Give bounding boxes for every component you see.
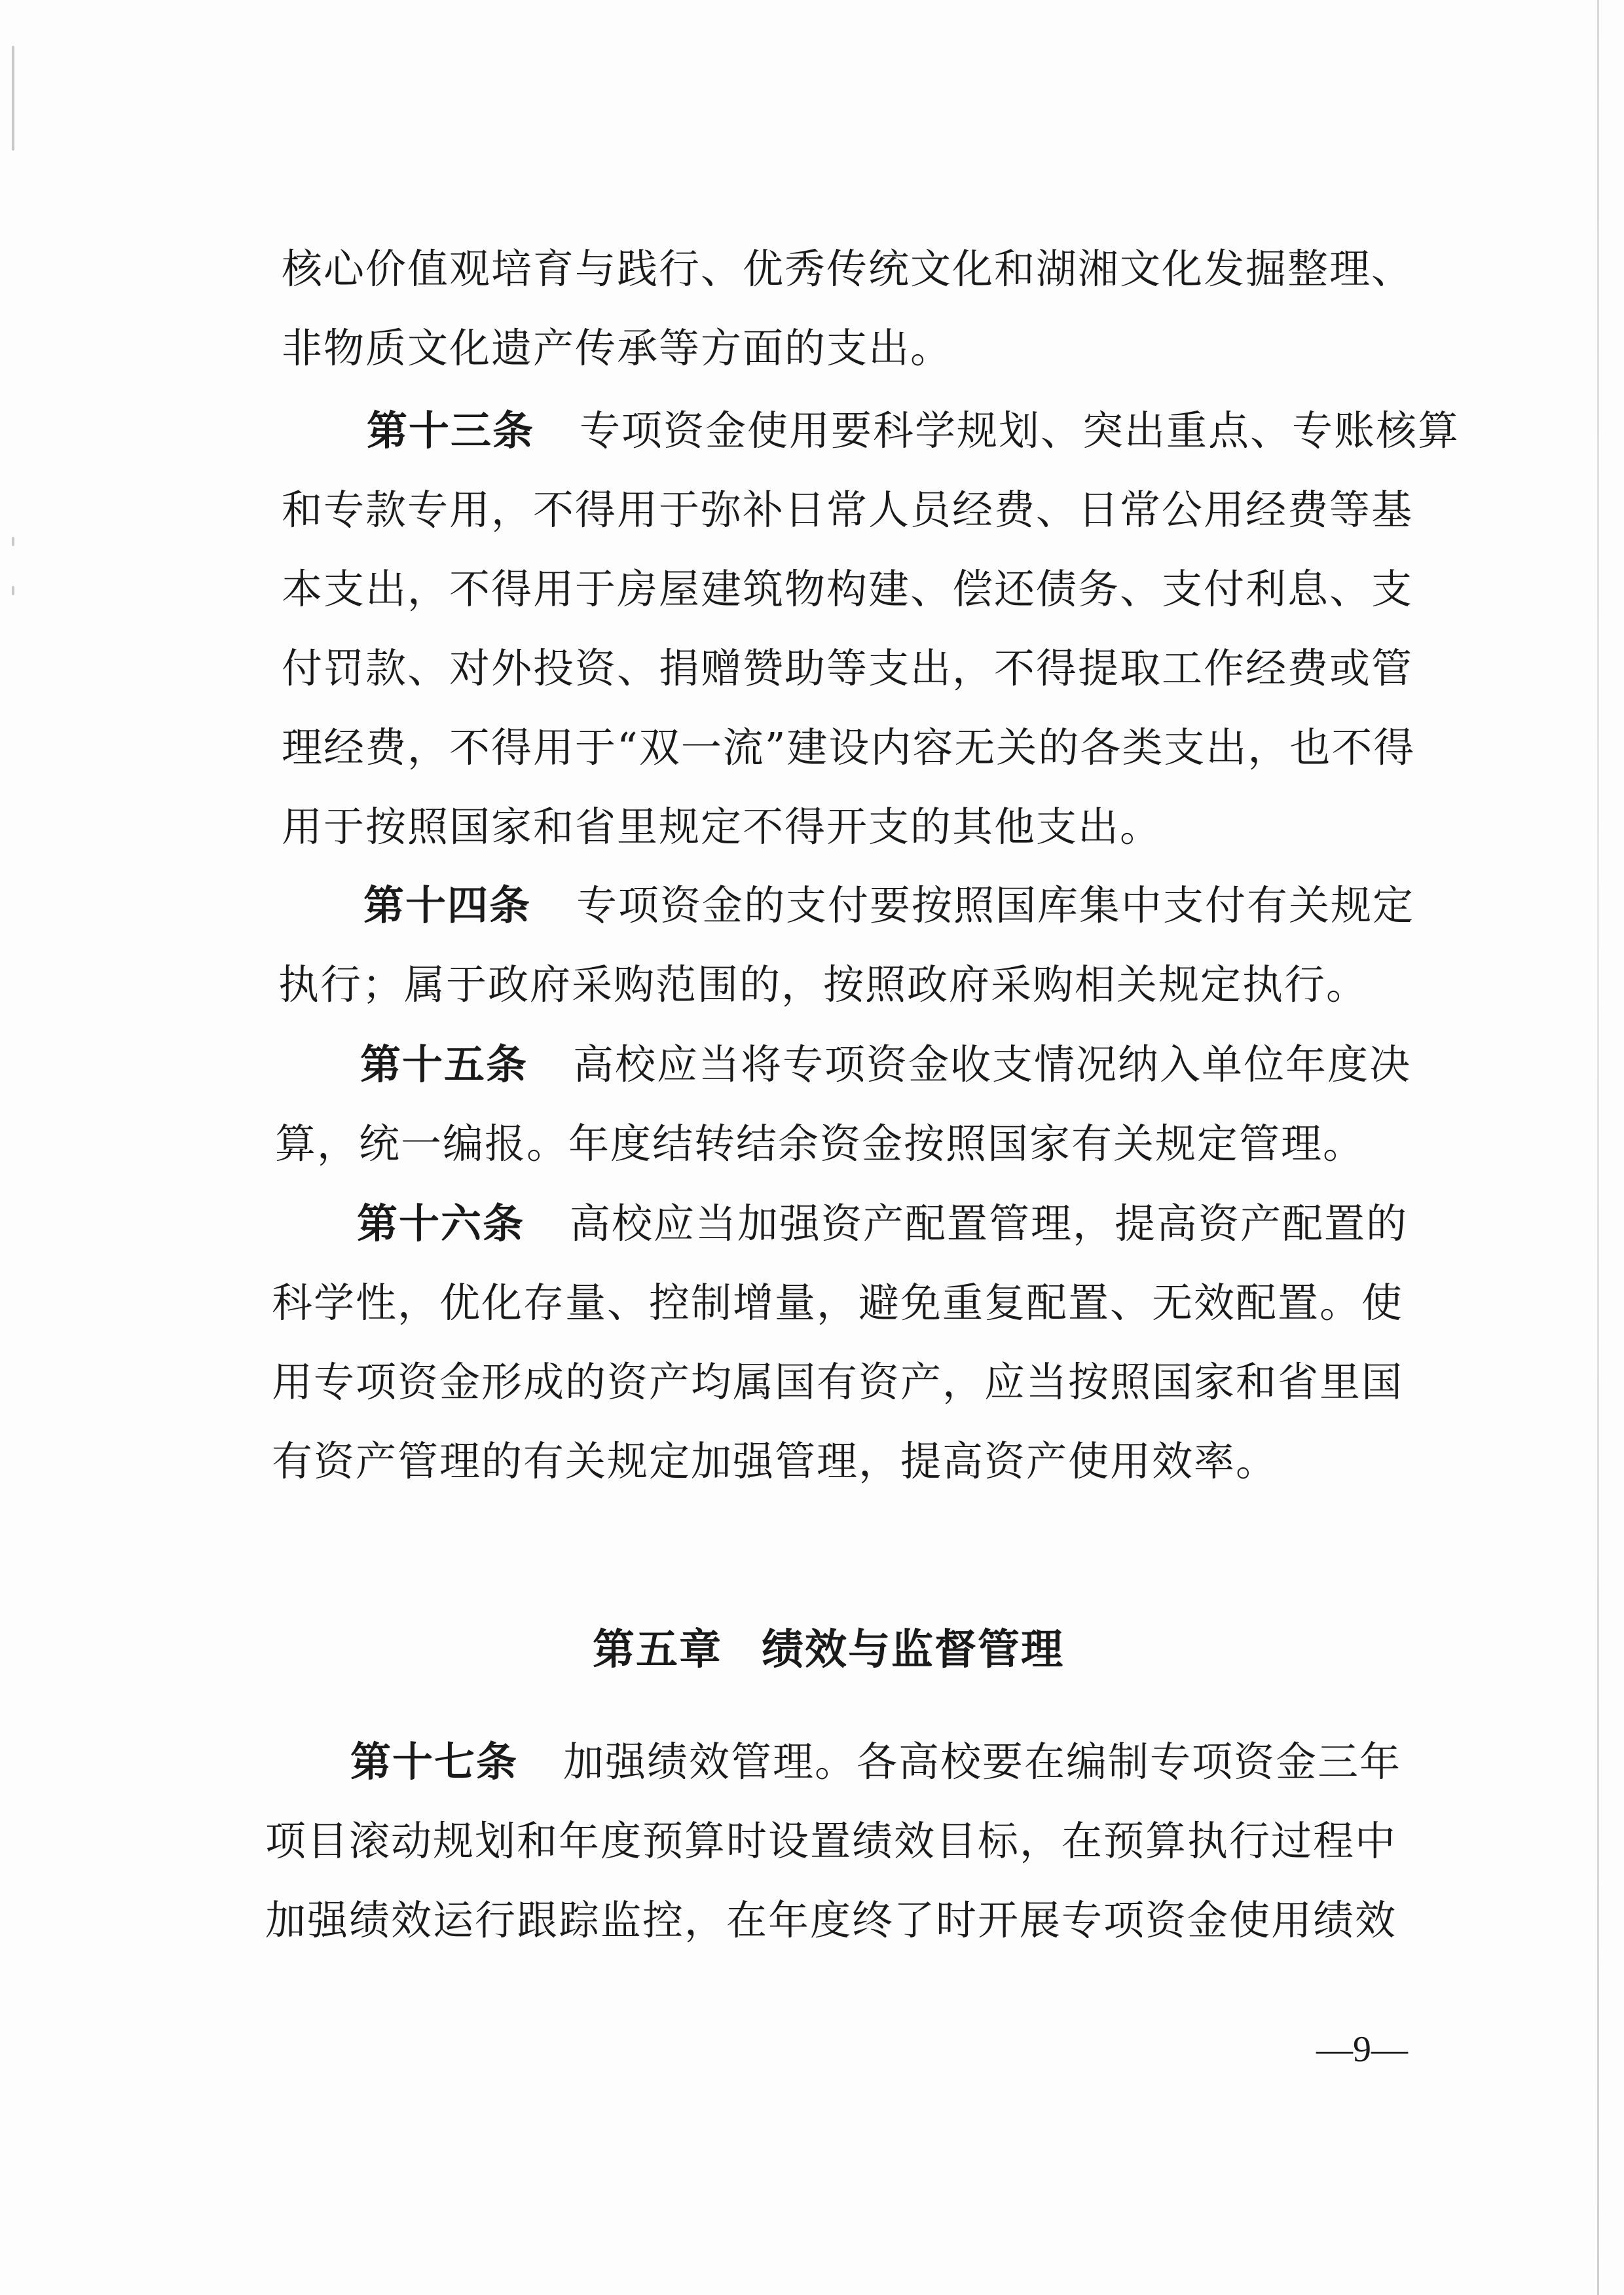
article-heading: 第十六条 xyxy=(357,1200,525,1247)
text-line: 专项资金的支付要按照国库集中支付有关规定 xyxy=(576,881,1415,929)
chapter-title: 绩效与监督管理 xyxy=(762,1626,1064,1674)
text-line: 加强绩效运行跟踪监控，在年度终了时开展专项资金使用绩效 xyxy=(265,1896,1397,1944)
text-line: 核心价值观培育与践行、优秀传统文化和湖湘文化发掘整理、 xyxy=(282,245,1414,293)
text-line: 高校应当将专项资金收支情况纳入单位年度决 xyxy=(573,1040,1412,1088)
scan-mark xyxy=(12,537,14,546)
text-line: 项目滚动规划和年度预算时设置绩效目标，在预算执行过程中 xyxy=(265,1817,1397,1865)
scan-mark xyxy=(12,586,14,595)
text-line: 用专项资金形成的资产均属国有资产，应当按照国家和省里国 xyxy=(272,1358,1404,1406)
text-line: 科学性，优化存量、控制增量，避免重复配置、无效配置。使 xyxy=(272,1279,1404,1327)
article-heading: 第十七条 xyxy=(350,1738,519,1786)
text-line: 理经费，不得用于“双一流”建设内容无关的各类支出，也不得 xyxy=(282,724,1416,771)
scan-mark xyxy=(12,46,14,151)
text-line: 加强绩效管理。各高校要在编制专项资金三年 xyxy=(563,1738,1402,1786)
chapter-heading xyxy=(0,1617,1624,1683)
text-line: 高校应当加强资产配置管理，提高资产配置的 xyxy=(570,1200,1409,1247)
text-line: 和专款专用，不得用于弥补日常人员经费、日常公用经费等基 xyxy=(282,486,1414,534)
chapter-number: 第五章 xyxy=(593,1626,722,1674)
text-line: 用于按照国家和省里规定不得开支的其他支出。 xyxy=(282,803,1162,851)
text-line: 本支出，不得用于房屋建筑物构建、偿还债务、支付利息、支 xyxy=(282,565,1414,613)
article-heading: 第十四条 xyxy=(363,881,532,929)
text-line: 有资产管理的有关规定加强管理，提高资产使用效率。 xyxy=(272,1437,1278,1485)
text-line: 非物质文化遗产传承等方面的支出。 xyxy=(282,324,953,372)
text-line: 算，统一编报。年度结转结余资金按照国家有关规定管理。 xyxy=(275,1120,1365,1167)
page-number: —9— xyxy=(1316,2029,1408,2070)
article-heading: 第十三条 xyxy=(367,407,535,454)
text-line: 执行；属于政府采购范围的，按照政府采购相关规定执行。 xyxy=(278,961,1369,1008)
scan-edge xyxy=(1597,0,1599,2295)
article-heading: 第十五条 xyxy=(360,1040,528,1088)
text-line: 专项资金使用要科学规划、突出重点、专账核算 xyxy=(580,407,1460,454)
text-line: 付罚款、对外投资、捐赠赞助等支出，不得提取工作经费或管 xyxy=(282,644,1414,692)
